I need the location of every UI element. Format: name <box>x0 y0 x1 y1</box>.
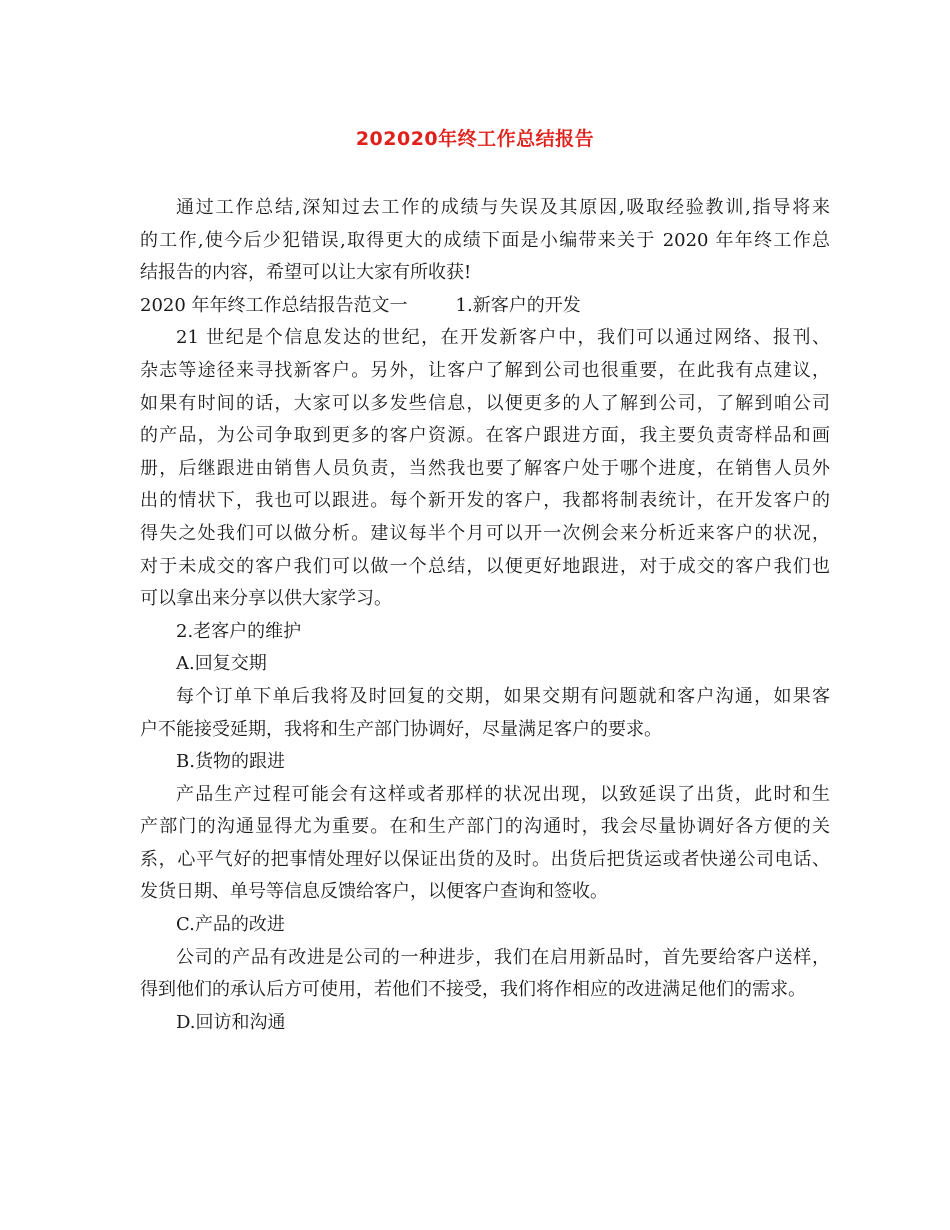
paragraph-line: 系，心平气好的把事情处理好以保证出货的及时。出货后把货运或者快递公司电话、 <box>140 848 830 870</box>
intro-line: 结报告的内容，希望可以让大家有所收获! <box>140 262 472 284</box>
paragraph-line: 的产品，为公司争取到更多的客户资源。在客户跟进方面，我主要负责寄样品和画 <box>140 425 830 447</box>
document-body <box>140 192 830 1039</box>
paragraph-line: 产部门的沟通显得尤为重要。在和生产部门的沟通时，我会尽量协调好各方便的关 <box>140 816 830 838</box>
intro-line: 通过工作总结,深知过去工作的成绩与失误及其原因,吸取经验教训,指导将来 <box>176 197 830 218</box>
paragraph-line: 户不能接受延期，我将和生产部门协调好，尽量满足客户的要求。 <box>140 718 662 740</box>
section2-heading: 2.老客户的维护 <box>176 620 302 642</box>
paragraph-line: 册，后继跟进由销售人员负责，当然我也要了解客户处于哪个进度，在销售人员外 <box>140 457 830 479</box>
paragraph-line: 出的情状下，我也可以跟进。每个新开发的客户，我都将制表统计，在开发客户的 <box>140 490 830 512</box>
sample-heading-row <box>140 290 830 323</box>
document-title: 202020年终工作总结报告 <box>355 128 595 150</box>
paragraph-line: 杂志等途径来寻找新客户。另外，让客户了解到公司也很重要，在此我有点建议， <box>140 359 830 381</box>
paragraph-line: 如果有时间的话，大家可以多发些信息，以便更多的人了解到公司，了解到咱公司 <box>140 392 830 414</box>
paragraph-line: 每个订单下单后我将及时回复的交期，如果交期有问题就和客户沟通，如果客 <box>176 685 830 707</box>
paragraph-line: 公司的产品有改进是公司的一种进步，我们在启用新品时，首先要给客户送样， <box>176 946 830 968</box>
paragraph-line: 21 世纪是个信息发达的世纪，在开发新客户中，我们可以通过网络、报刊、 <box>176 327 830 349</box>
paragraph-line: 得失之处我们可以做分析。建议每半个月可以开一次例会来分析近来客户的状况， <box>140 522 830 544</box>
subsection-b-heading: B.货物的跟进 <box>176 751 285 773</box>
intro-line: 的工作,使今后少犯错误,取得更大的成绩下面是小编带来关于 2020 年年终工作总 <box>140 229 830 251</box>
subsection-d-heading: D.回访和沟通 <box>176 1011 286 1033</box>
paragraph-line: 发货日期、单号等信息反馈给客户，以便客户查询和签收。 <box>140 881 608 903</box>
paragraph-line: 对于未成交的客户我们可以做一个总结，以便更好地跟进，对于成交的客户我们也 <box>140 555 830 577</box>
section1-heading: 1.新客户的开发 <box>455 294 581 316</box>
paragraph-line: 产品生产过程可能会有这样或者那样的状况出现，以致延误了出货，此时和生 <box>176 783 830 805</box>
paragraph-line: 得到他们的承认后方可使用，若他们不接受，我们将作相应的改进满足他们的需求。 <box>140 979 806 1001</box>
paragraph-line: 可以拿出来分享以供大家学习。 <box>140 588 392 610</box>
subsection-a-heading: A.回复交期 <box>176 653 267 675</box>
subsection-c-heading: C.产品的改进 <box>176 914 285 936</box>
sample-heading: 2020 年年终工作总结报告范文一 <box>140 294 408 316</box>
